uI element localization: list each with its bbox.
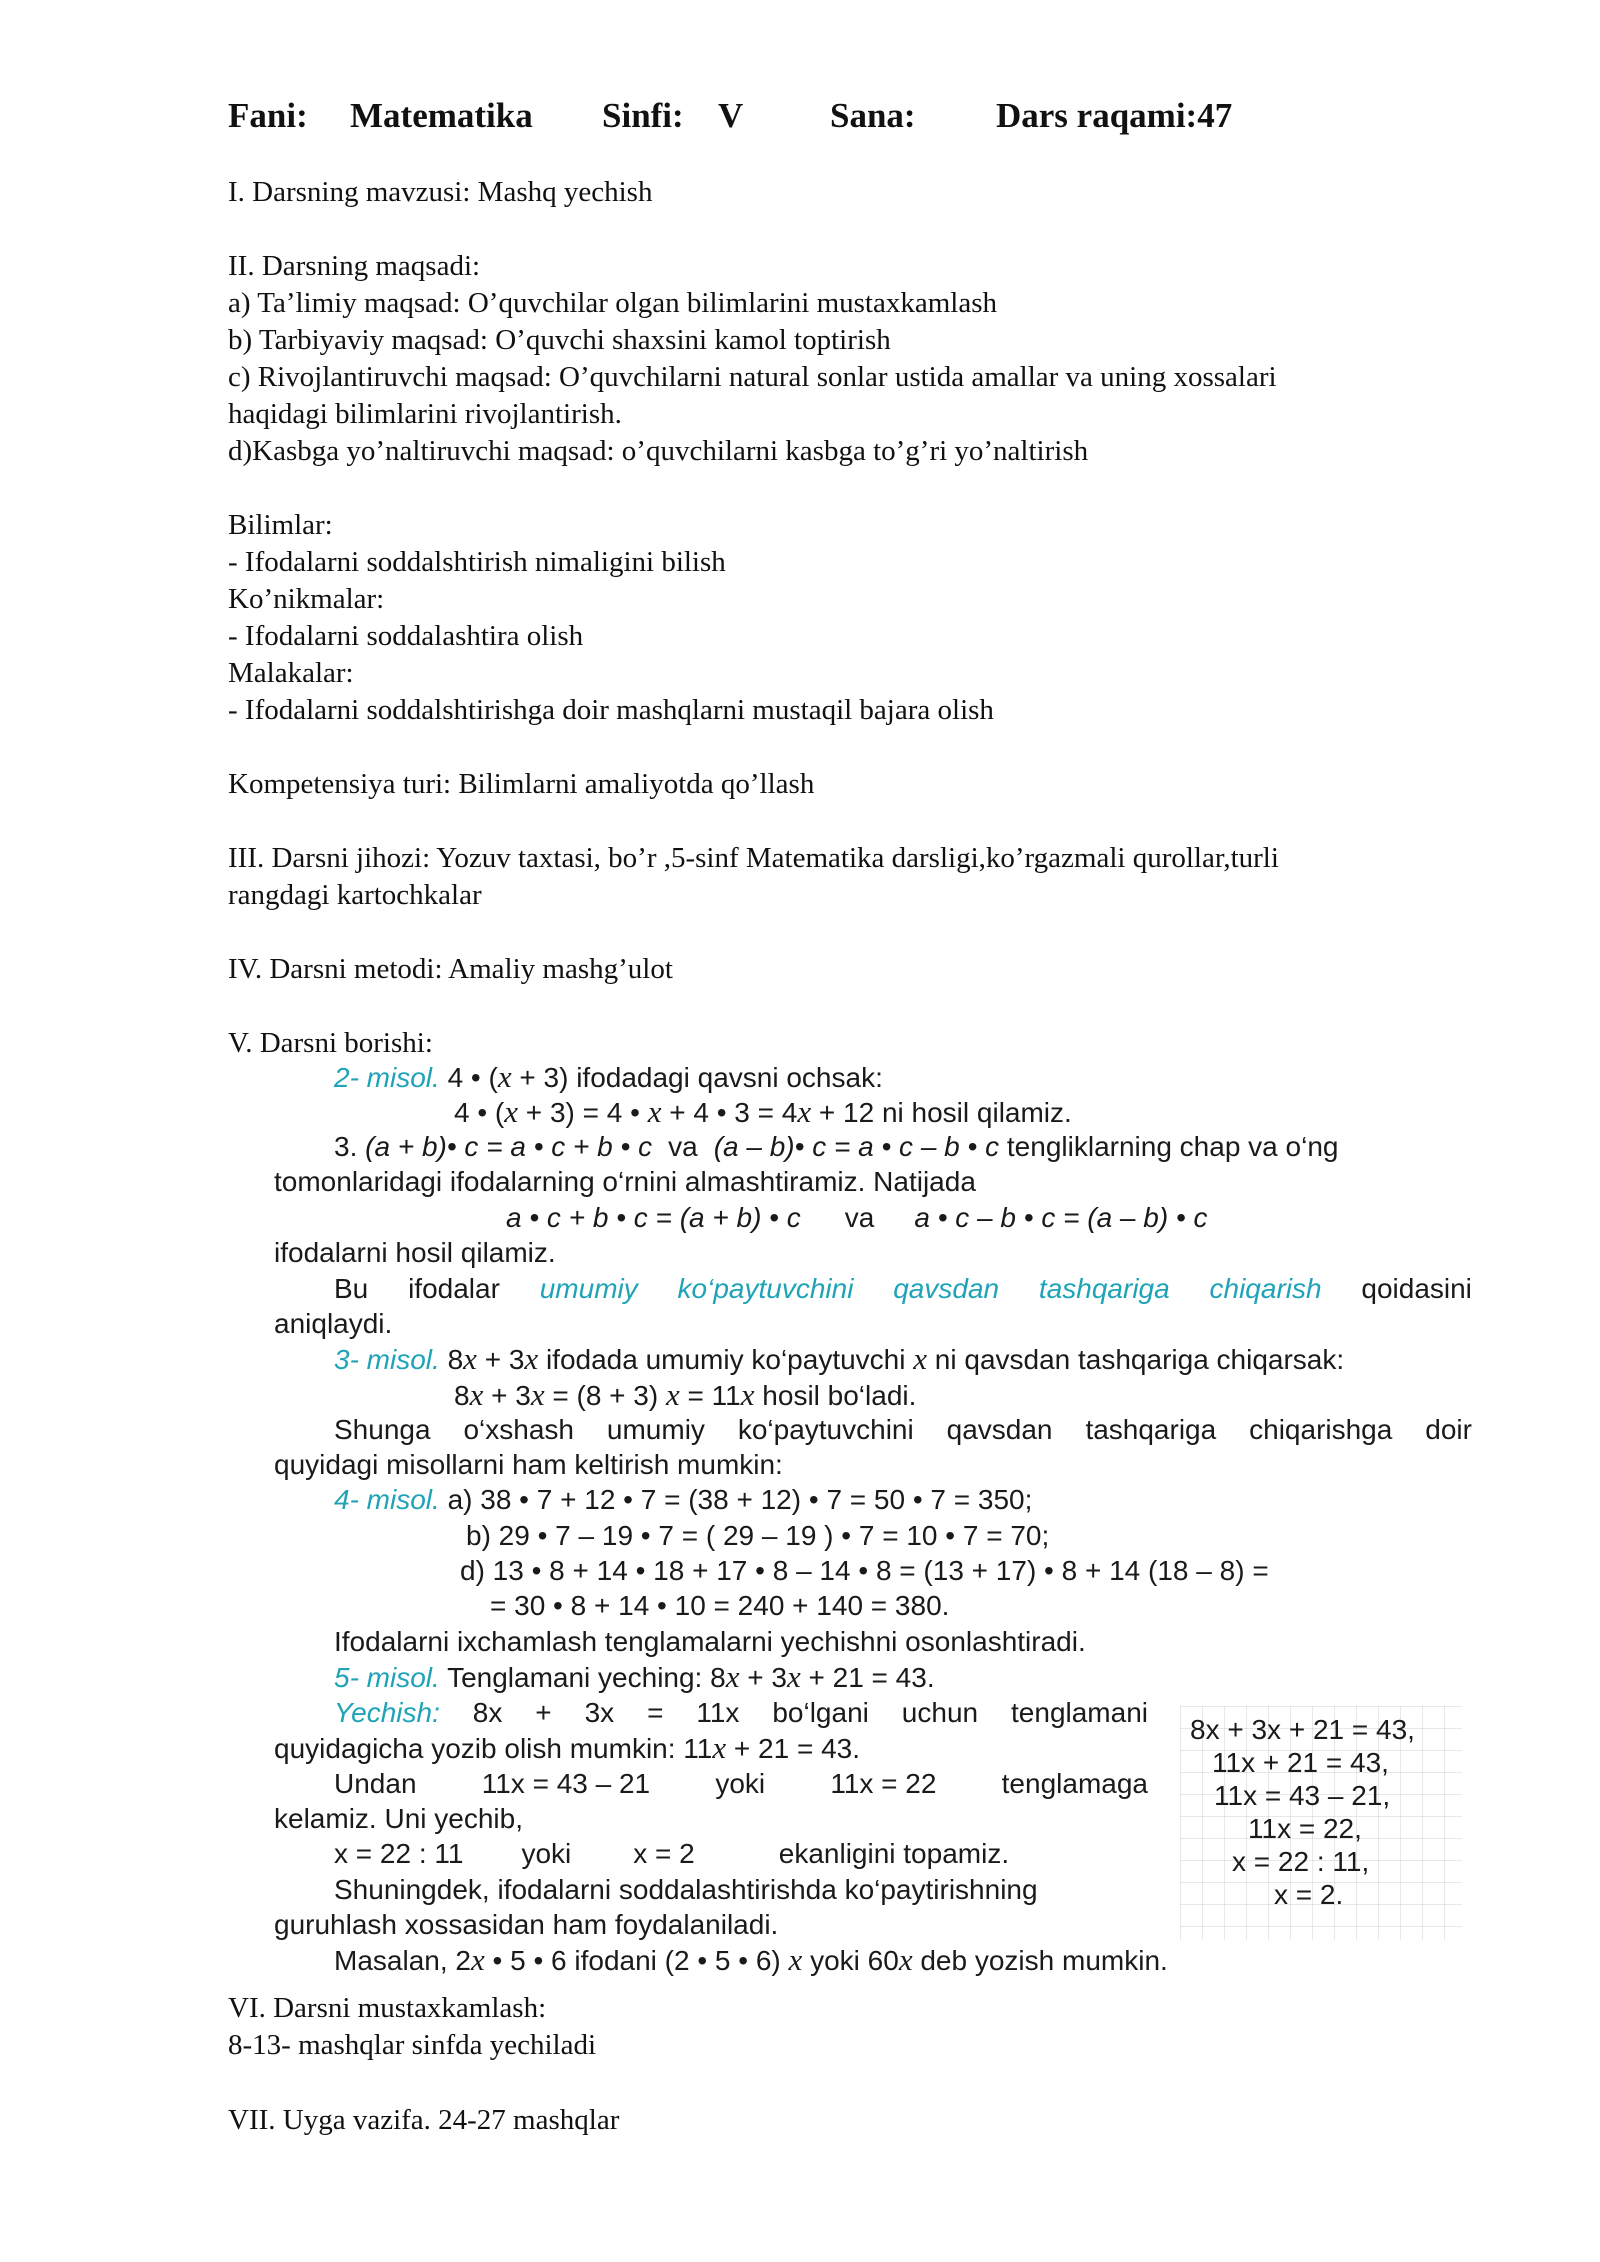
word: yoki	[715, 1768, 766, 1799]
word: 8x	[472, 1697, 503, 1728]
text: ni qavsdan tashqariga chiqarsak:	[927, 1344, 1345, 1375]
eq-part: 4 • (	[454, 1097, 505, 1128]
malakalar-label: Malakalar:	[228, 657, 354, 689]
fani-value: Matematika	[350, 96, 533, 135]
shuningdek-line2: guruhlash xossasidan ham foydalaniladi.	[274, 1909, 779, 1940]
eq-step: 8x + 3x + 21 = 43,	[1190, 1714, 1415, 1745]
var-x: x	[786, 1659, 801, 1694]
undan-line	[334, 1766, 1148, 1802]
text: quyidagicha yozib olish mumkin: 11	[274, 1733, 713, 1764]
equation-solution-box	[1180, 1706, 1462, 1940]
formula-1: (a + b)• c = a • c + b • c	[365, 1131, 653, 1162]
para3-line1	[334, 1129, 1472, 1165]
bu-line2: aniqlaydi.	[274, 1308, 393, 1339]
misol3-line	[334, 1341, 1344, 1378]
word: umumiy	[606, 1414, 705, 1445]
text: + 3	[476, 1344, 525, 1375]
malakalar-item: - Ifodalarni soddalshtirishga doir mashqlarni mustaqil bajara olish	[228, 694, 994, 726]
text: deb yozish mumkin.	[912, 1945, 1168, 1976]
word-highlight: tashqariga	[1038, 1273, 1170, 1304]
para3-formulas	[506, 1200, 1208, 1236]
jihoz-line1: III. Darsni jihozi: Yozuv taxtasi, bo’r ,5-sinf Matematika darsligi,ko’rgazmali qurollar,turli	[228, 842, 1279, 874]
eq-part: = (8 + 3)	[544, 1380, 666, 1411]
mustaxkamlash-title: VI. Darsni mustaxkamlash:	[228, 1992, 547, 2024]
para3-end: tengliklarning chap va o‘ng	[1006, 1131, 1339, 1162]
masalan-line	[334, 1942, 1168, 1979]
word: o‘xshash	[463, 1414, 574, 1445]
eq-step: 11x = 22,	[1248, 1813, 1362, 1844]
misol4-label: 4- misol.	[334, 1484, 440, 1515]
word: uchun	[901, 1697, 979, 1728]
sana-label: Sana:	[830, 96, 916, 135]
maqsad-d: d)Kasbga yo’naltiruvchi maqsad: o’quvchilarni kasbga to’g’ri yo’naltirish	[228, 435, 1089, 467]
kompetensiya: Kompetensiya turi: Bilimlarni amaliyotda qo’llash	[228, 768, 815, 800]
word: qavsdan	[946, 1414, 1053, 1445]
var-x: x	[725, 1659, 740, 1694]
eq-part: = 11	[679, 1380, 741, 1411]
konikmalar-label: Ko’nikmalar:	[228, 583, 385, 615]
misol5-line	[334, 1659, 935, 1696]
misol4-b: b) 29 • 7 – 19 • 7 = ( 29 – 19 ) • 7 = 10 • 7 = 70;	[466, 1520, 1050, 1551]
word-highlight: chiqarish	[1209, 1273, 1322, 1304]
maqsad-c: c) Rivojlantiruvchi maqsad: O’quvchilarni natural sonlar ustida amallar va uning xossalari	[228, 361, 1277, 393]
jihoz-line2: rangdagi kartochkalar	[228, 879, 482, 911]
word: tenglamani	[1011, 1697, 1148, 1728]
var-x: x	[913, 1341, 928, 1376]
uyga-vazifa: VII. Uyga vazifa. 24-27 mashqlar	[228, 2104, 620, 2136]
text: + 3	[739, 1662, 787, 1693]
text: 8	[439, 1344, 464, 1375]
word: tashqariga	[1085, 1414, 1217, 1445]
var-x: x	[530, 1377, 545, 1412]
para3-line2: tomonlaridagi ifodalarning o‘rnini almashtiramiz. Natijada	[274, 1166, 976, 1197]
yechish-line	[334, 1695, 1148, 1731]
maqsad-b: b) Tarbiyaviy maqsad: O’quvchi shaxsini kamol toptirish	[228, 324, 891, 356]
eq-part: + 4 • 3 = 4	[661, 1097, 798, 1128]
misol3-label: 3- misol.	[334, 1344, 440, 1375]
eq-part: x = 22 : 11	[334, 1838, 464, 1869]
eq-step: x = 22 : 11,	[1232, 1846, 1370, 1877]
misol2-line	[334, 1059, 883, 1096]
sinfi-label: Sinfi:	[602, 96, 684, 135]
bilimlar-label: Bilimlar:	[228, 509, 333, 541]
var-x: x	[504, 1094, 519, 1129]
metod: IV. Darsni metodi: Amaliy mashg’ulot	[228, 953, 673, 985]
eq-step: 11x + 21 = 43,	[1212, 1747, 1389, 1778]
word: qoidasini	[1361, 1273, 1472, 1304]
konikmalar-item: - Ifodalarni soddalashtira olish	[228, 620, 584, 652]
text: Masalan, 2	[334, 1945, 471, 1976]
var-x: x	[524, 1341, 539, 1376]
va-word: va	[668, 1131, 698, 1162]
text: + 21 = 43.	[726, 1733, 861, 1764]
word: yoki	[521, 1838, 572, 1869]
word: doir	[1425, 1414, 1472, 1445]
word-highlight: umumiy	[539, 1273, 638, 1304]
eq-part: 11x = 43 – 21	[481, 1768, 651, 1799]
word: 3x	[584, 1697, 615, 1728]
var-x: x	[469, 1377, 484, 1412]
var-x: x	[898, 1942, 913, 1977]
var-x: x	[740, 1377, 755, 1412]
formula-combined-2: a • c – b • c = (a – b) • c	[914, 1202, 1208, 1233]
misol4-a-text: a) 38 • 7 + 12 • 7 = (38 + 12) • 7 = 50 • 7 = 350;	[439, 1484, 1033, 1515]
word-highlight: qavsdan	[893, 1273, 1000, 1304]
eq-step: 11x = 43 – 21,	[1214, 1780, 1391, 1811]
word: ko‘paytuvchini	[737, 1414, 914, 1445]
word: Shunga	[334, 1414, 431, 1445]
var-x: x	[497, 1059, 512, 1094]
section-maqsad-title: II. Darsning maqsadi:	[228, 250, 481, 282]
maqsad-c-cont: haqidagi bilimlarini rivojlantirish.	[228, 398, 622, 430]
misol4-d2: = 30 • 8 + 14 • 10 = 240 + 140 = 380.	[490, 1590, 950, 1621]
borishi-title: V. Darsni borishi:	[228, 1027, 433, 1059]
var-x: x	[666, 1377, 680, 1412]
word: +	[535, 1697, 552, 1728]
mustaxkamlash-item: 8-13- mashqlar sinfda yechiladi	[228, 2029, 597, 2061]
misol2-text: + 3) ifodadagi qavsni ochsak:	[511, 1062, 883, 1093]
text: • 5 • 6 ifodani (2 • 5 • 6)	[484, 1945, 789, 1976]
var-x: x	[470, 1942, 485, 1977]
misol2-text: 4 • (	[439, 1062, 498, 1093]
word-highlight: ko‘paytuvchini	[677, 1273, 854, 1304]
var-x: x	[712, 1730, 727, 1765]
word: 11x	[696, 1697, 740, 1728]
formula-2: (a – b)• c = a • c – b • c	[713, 1131, 1000, 1162]
eq-step: x = 2.	[1274, 1879, 1344, 1910]
word: bo‘lgani	[772, 1697, 869, 1728]
word: Undan	[334, 1768, 417, 1799]
para3-line4: ifodalarni hosil qilamiz.	[274, 1237, 556, 1268]
para3-num: 3.	[334, 1131, 366, 1162]
text: ifodada umumiy ko‘paytuvchi	[538, 1344, 914, 1375]
fani-label: Fani:	[228, 96, 308, 135]
va-word: va	[844, 1202, 875, 1233]
eq-part: 11x = 22	[830, 1768, 937, 1799]
word: ekanligini topamiz.	[778, 1838, 1010, 1869]
text: + 21 = 43.	[800, 1662, 935, 1693]
dars-raqami: Dars raqami:47	[996, 96, 1233, 135]
text: Tenglamani yeching: 8	[439, 1662, 726, 1693]
shuningdek-line1: Shuningdek, ifodalarni soddalashtirishda ko‘paytirishning	[334, 1874, 1038, 1905]
yechish-label: Yechish:	[334, 1697, 440, 1728]
sinfi-value: V	[718, 96, 744, 135]
misol4-a	[334, 1482, 1032, 1518]
eq-part: + 3	[483, 1380, 531, 1411]
misol2-equation	[454, 1094, 1072, 1131]
bu-line	[334, 1271, 1472, 1307]
eq-part: + 12 ni hosil qilamiz.	[811, 1097, 1072, 1128]
eq-part: + 3) = 4 •	[518, 1097, 648, 1128]
misol4-d: d) 13 • 8 + 14 • 18 + 17 • 8 – 14 • 8 = (13 + 17) • 8 + 14 (18 – 8) =	[460, 1555, 1269, 1586]
word: chiqarishga	[1249, 1414, 1393, 1445]
var-x: x	[788, 1942, 803, 1977]
misol5-label: 5- misol.	[334, 1662, 440, 1693]
misol2-label: 2- misol.	[334, 1062, 440, 1093]
var-x: x	[463, 1341, 477, 1376]
shunga-line	[334, 1412, 1472, 1448]
ixchamlash: Ifodalarni ixchamlash tenglamalarni yechishni osonlashtiradi.	[334, 1626, 1086, 1657]
word: =	[647, 1697, 664, 1728]
maqsad-a: a) Ta’limiy maqsad: O’quvchilar olgan bilimlarini mustaxkamlash	[228, 287, 997, 319]
word: ifodalar	[408, 1273, 500, 1304]
var-x: x	[647, 1094, 662, 1129]
text: yoki 60	[802, 1945, 899, 1976]
kelamiz-line: kelamiz. Uni yechib,	[274, 1803, 523, 1834]
shunga-line2: quyidagi misollarni ham keltirish mumkin:	[274, 1449, 783, 1480]
bilimlar-item: - Ifodalarni soddalshtirish nimaligini bilish	[228, 546, 726, 578]
x-result-line	[334, 1836, 1009, 1872]
misol3-equation	[454, 1377, 916, 1414]
var-x: x	[797, 1094, 812, 1129]
word: tenglamaga	[1001, 1768, 1148, 1799]
word: Bu	[334, 1273, 369, 1304]
formula-combined-1: a • c + b • c = (a + b) • c	[506, 1202, 801, 1233]
eq-part: hosil bo‘ladi.	[754, 1380, 917, 1411]
eq-part: 8	[454, 1380, 470, 1411]
eq-part: x = 2	[633, 1838, 695, 1869]
yechish-line2	[274, 1730, 860, 1767]
section-mavzu: I. Darsning mavzusi: Mashq yechish	[228, 176, 653, 208]
